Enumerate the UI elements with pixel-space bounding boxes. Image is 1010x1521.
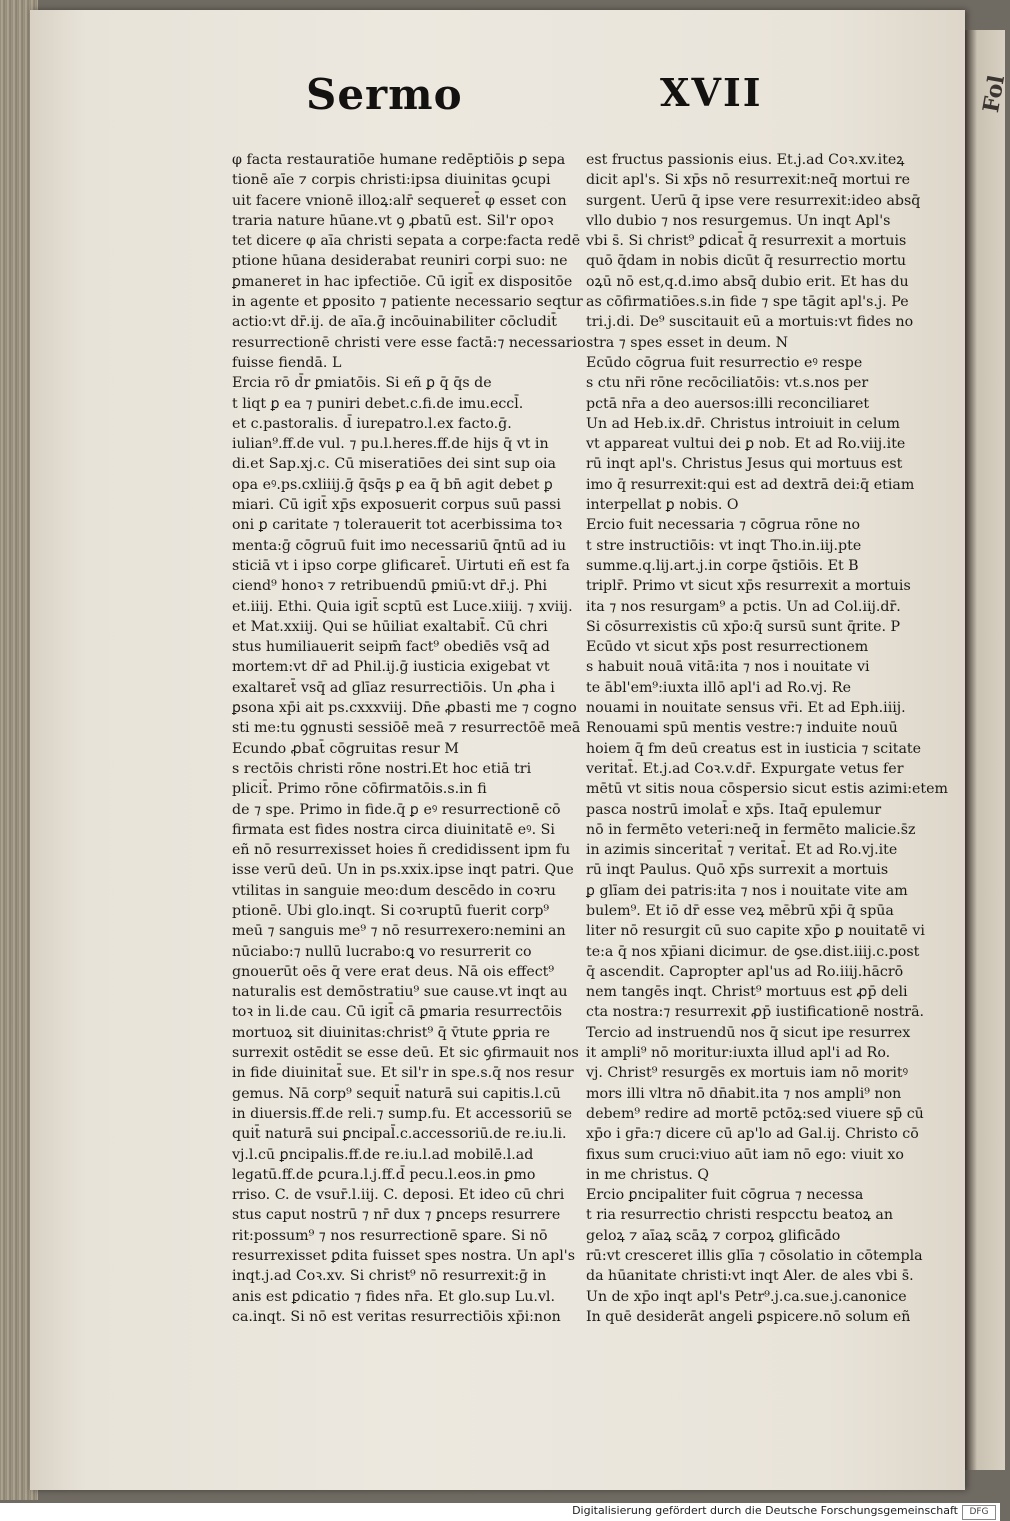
text-line: ptione hūana desiderabat reuniri corpi suo: ne	[232, 253, 568, 270]
text-line: ꝑmaneret in hac ipfectiōe. Cū igit̄ ex dispositōe	[232, 273, 573, 290]
text-line: Renouami spū mentis vestre:⁊ induite nouū	[586, 720, 898, 737]
text-line: iulian⁹.ff.de vul. ⁊ pu.l.heres.ff.de hijs q̄ vt in	[232, 436, 549, 453]
text-line: ptionē. Ubi glo.inqt. Si coꝛruptū fuerit corp⁹	[232, 902, 550, 919]
text-line: resurrexisset ꝑdita fuisset spes nostra. Un apl's	[232, 1248, 575, 1265]
text-line: in fide diuinitat̄ sue. Et sil'r in spe.s.q̄ nos resur	[232, 1065, 574, 1082]
text-line: Ecundo ꝓbat̄ cōgruitas resur M	[232, 740, 459, 757]
text-line: toꝛ in li.de cau. Cū igit̄ cā ꝑmaria resurrectōis	[232, 1004, 563, 1021]
text-line: exaltaret̄ vsq̄ ad glīaz resurrectiōis. Un ꝓha i	[232, 679, 555, 696]
text-line: In quē desiderāt angeli ꝑspicere.nō solum eñ	[586, 1308, 911, 1325]
left-text-column	[232, 150, 586, 1327]
text-line: surrexit ostēdit se esse deū. Et sic ꝯfirmauit nos	[232, 1045, 579, 1062]
text-line: mors illi vltra nō dn̄abit.ita ⁊ nos ampli⁹ non	[586, 1085, 902, 1102]
text-line: t ria resurrectio christi respcctu beatoꝝ an	[586, 1207, 893, 1224]
text-line: vbi s̄. Si christ⁹ ꝑdicat̄ q̄ resurrexit a mortuis	[586, 233, 907, 250]
text-line: oni ꝑ caritate ⁊ tolerauerit tot acerbissima toꝛ	[232, 517, 562, 534]
text-line: da hūanitate christi:vt inqt Aler. de ales vbi s̄.	[586, 1268, 914, 1285]
text-line: sti me:tu ꝯgnusti sessiōē meā ⁊ resurrectōē meā	[232, 720, 581, 737]
text-line: tet dicere φ aīa christi sepata a corpe:facta redē	[232, 233, 581, 250]
text-line: eñ nō resurrexisset hoies ñ credidissent ipm fu	[232, 842, 571, 859]
text-line: s ctu nr̄i rōne recōciliatōis: vt.s.nos per	[586, 375, 869, 392]
text-line: ca.inqt. Si nō est veritas resurrectiōis xp̄i:non	[232, 1308, 561, 1325]
text-line: gemus. Nā corp⁹ sequit̄ naturā sui capitis.l.cū	[232, 1085, 561, 1102]
text-line: quit̄ naturā sui ꝑncipal̄.c.accessoriū.de re.iu.li.	[232, 1126, 567, 1143]
text-line: naturalis est demōstratiu⁹ sue cause.vt inqt au	[232, 984, 568, 1001]
text-line: est fructus passionis eius. Et.j.ad Coꝛ.xv.iteꝝ	[586, 152, 905, 168]
text-line: miari. Cū igit̄ xp̄s exposuerit corpus suū passi	[232, 497, 561, 514]
text-line: rit:possum⁹ ⁊ nos resurrectionē sꝑare. Si nō	[232, 1227, 548, 1244]
text-line: stra ⁊ spes esset in deum. N	[586, 334, 789, 351]
text-line: te:a q̄ nos xp̄iani dicimur. de ꝯse.dist.iiij.c.post	[586, 943, 920, 960]
text-line: sticiā vt i ipso corpe glificaret̄. Uirtuti eñ est fa	[232, 557, 570, 574]
text-line: Ercia rō d̄r ꝑmiatōis. Si eñ ꝑ q̄ q̄s de	[232, 375, 492, 392]
text-line: ita ⁊ nos resurgam⁹ a pctis. Un ad Col.iij.dr̄.	[586, 598, 901, 615]
text-line: gnouerūt oēs q̄ vere erat deus. Nā ois effect⁹	[232, 963, 555, 980]
text-line: triplr̄. Primo vt sicut xp̄s resurrexit a mortuis	[586, 578, 911, 595]
text-line: inqt.j.ad Coꝛ.xv. Si christ⁹ nō resurrexit:ḡ in	[232, 1268, 547, 1285]
text-line: veritat̄. Et.j.ad Coꝛ.v.dr̄. Expurgate vetus fer	[586, 760, 904, 777]
text-line: stus humiliauerit seipm̄ fact⁹ obediēs vsq̄ ad	[232, 639, 550, 656]
text-line: de ⁊ spe. Primo in fide.q̄ ꝑ eꝰ resurrectionē cō	[232, 801, 561, 818]
text-line: nūciabo:⁊ nullū lucrabo:ꝗ vo resurrerit co	[232, 943, 532, 960]
text-line: ciend⁹ honoꝛ ⁊ retribuendū ꝑmiū:vt dr̄.j. Phi	[232, 578, 548, 595]
text-line: nouami in nouitate sensus vr̄i. Et ad Eph.iiij.	[586, 700, 906, 717]
text-line: rū:vt cresceret illis glīa ⁊ cōsolatio in cōtempla	[586, 1248, 923, 1265]
dfg-logo-icon: DFG	[962, 1505, 996, 1520]
text-line: geloꝝ ⁊ aīaꝝ scāꝝ ⁊ corpoꝝ glificādo	[586, 1227, 841, 1244]
text-line: hoiem q̄ fm deū creatus est in iusticia ⁊ scitate	[586, 740, 922, 757]
text-line: Un de xp̄o inqt apl's Petr⁹.j.ca.sue.j.canonice	[586, 1288, 907, 1305]
text-line: in azimis sinceritat̄ ⁊ veritat̄. Et ad Ro.vj.ite	[586, 842, 898, 859]
text-line: legatū.ff.de ꝑcura.l.j.ff.d̄ pecu.l.eos.in ꝑmo	[232, 1166, 536, 1183]
text-line: tri.j.di. De⁹ suscitauit eū a mortuis:vt fides no	[586, 314, 914, 331]
text-line: as cōfirmatiōes.s.in fide ⁊ spe tāgit apl's.j. Pe	[586, 294, 909, 311]
text-line: traria nature hūane.vt ꝯ ꝓbatū est. Sil'r opoꝛ	[232, 212, 554, 229]
text-line: imo q̄ resurrexit:qui est ad dextrā dei:q̄ etiam	[586, 476, 915, 493]
text-line: anis est ꝑdicatio ⁊ fides nr̄a. Et glo.sup Lu.vl.	[232, 1288, 555, 1305]
next-page-fragment: Fol	[978, 73, 1010, 115]
text-line: Ercio fuit necessaria ⁊ cōgrua rōne no	[586, 517, 861, 534]
text-line: liter nō resurgit cū suo capite xp̄o ꝑ nouitatē vi	[586, 923, 925, 940]
text-line: et c.pastoralis. d̄ iurepatro.l.ex facto.ḡ.	[232, 415, 512, 432]
text-line: uit facere vnionē illoꝝ:alr̄ sequeret̄ φ esset con	[232, 192, 567, 209]
text-line: quō q̄dam in nobis dicūt q̄ resurrectio mortu	[586, 253, 907, 270]
text-line: dicit apl's. Si xp̄s nō resurrexit:neq̄ mortui re	[586, 172, 910, 189]
text-line: mortem:vt dr̄ ad Phil.ij.ḡ iusticia exigebat vt	[232, 659, 550, 676]
text-line: t liqt ꝑ ea ⁊ puniri debet.c.fi.de imu.eccl̄.	[232, 395, 524, 412]
text-line: pasca nostrū imolat̄ e xp̄s. Itaq̄ epulemur	[586, 801, 882, 818]
text-line: te ābl'em⁹:iuxta illō apl'i ad Ro.vj. Re	[586, 679, 851, 696]
text-line: Ercio ꝑncipaliter fuit cōgrua ⁊ necessa	[586, 1187, 864, 1204]
text-line: in me christus. Q	[586, 1166, 709, 1183]
text-line: et Mat.xxiij. Qui se hūiliat exaltabit̄. Cū chri	[232, 618, 548, 635]
text-line: xp̄o i gr̄a:⁊ dicere cū ap'lo ad Gal.ij. Christo cō	[586, 1126, 919, 1143]
text-line: s habuit nouā vitā:ita ⁊ nos i nouitate vi	[586, 659, 870, 676]
text-line: mortuoꝝ sit diuinitas:christ⁹ q̄ v̄tute ꝑpria re	[232, 1024, 550, 1041]
text-line: oꝝū nō est,q.d.imo absq̄ dubio erit. Et has du	[586, 273, 909, 290]
text-line: rū inqt apl's. Christus Jesus qui mortuus est	[586, 456, 903, 473]
text-line: vt appareat vultui dei ꝑ nob. Et ad Ro.viij.ite	[586, 436, 906, 453]
text-line: firmata est fides nostra circa diuinitatē eꝰ. Si	[232, 821, 555, 838]
text-line: tionē aīe ⁊ corpis christi:ipsa diuinitas ꝯcupi	[232, 172, 551, 189]
text-line: ꝑ glīam dei patris:ita ⁊ nos i nouitate vite am	[586, 882, 908, 899]
text-line: it ampli⁹ nō moritur:iuxta illud apl'i ad Ro.	[586, 1045, 891, 1062]
text-line: in agente et ꝑposito ⁊ patiente necessario seqtur	[232, 294, 583, 311]
text-line: ꝑsona xp̄i ait ps.cxxxviij. Dn̄e ꝓbasti me ⁊ cogno	[232, 700, 577, 717]
text-line: s rectōis christi rōne nostri.Et hoc etiā tri	[232, 760, 532, 777]
text-line: surgent. Uerū q̄ ipse vere resurrexit:ideo absq̄	[586, 192, 921, 209]
text-line: interpellat ꝑ nobis. O	[586, 497, 739, 514]
text-line: bulem⁹. Et iō dr̄ esse veꝝ mēbrū xp̄i q̄ spūa	[586, 902, 894, 919]
text-line: mētū vt sitis noua cōspersio sicut estis azimi:etem	[586, 781, 948, 798]
text-line: rriso. C. de vsur̄.l.iij. C. deposi. Et ideo cū chri	[232, 1187, 565, 1204]
text-line: resurrectionē christi vere esse factā:⁊ necessario	[232, 334, 586, 351]
text-line: Tercio ad instruendū nos q̄ sicut ipe resurrex	[586, 1024, 911, 1041]
text-line: opa eꝰ.ps.cxliiij.ḡ q̄sq̄s ꝑ ea q̄ bn̄ agit debet ꝑ	[232, 476, 553, 493]
text-line: φ facta restauratiōe humane redēptiōis ꝑ sepa	[232, 152, 566, 168]
text-line: cta nostra:⁊ resurrexit ꝓp̄ iustificationē nostrā.	[586, 1004, 925, 1021]
text-line: fixus sum cruci:viuo aūt iam nō ego: viuit xo	[586, 1146, 904, 1163]
text-line: debem⁹ redire ad mortē pctōꝝ:sed viuere sp̄ cū	[586, 1105, 924, 1122]
next-page-edge	[965, 30, 1005, 1470]
right-text-column	[586, 150, 948, 1327]
text-line: Si cōsurrexistis cū xp̄o:q̄ sursū sunt q̄rite. P	[586, 618, 901, 635]
text-line: t stre instructiōis: vt inqt Tho.in.iij.pte	[586, 537, 862, 554]
text-line: vtilitas in sanguie meo:dum descēdo in coꝛru	[232, 882, 556, 899]
text-line: summe.q.lij.art.j.in corpe q̄stiōis. Et B	[586, 557, 859, 574]
running-head-sermo: Sermo	[306, 70, 463, 119]
text-line: actio:vt dr̄.ij. de aīa.ḡ incōuinabiliter cōcludit̄	[232, 314, 558, 331]
text-line: vj. Christ⁹ resurgēs ex mortuis iam nō moritꝰ	[586, 1065, 909, 1082]
text-line: in diuersis.ff.de reli.⁊ sump.fu. Et accessoriū se	[232, 1105, 573, 1122]
text-line: Ecūdo vt sicut xp̄s post resurrectionem	[586, 639, 869, 656]
text-line: q̄ ascendit. Capropter apl'us ad Ro.iiij.hācrō	[586, 963, 904, 980]
text-line: meū ⁊ sanguis me⁹ ⁊ nō resurrexero:nemini an	[232, 923, 566, 940]
text-line: menta:ḡ cōgruū fuit imo necessariū q̄ntū ad iu	[232, 537, 566, 554]
text-line: fuisse fiendā. L	[232, 354, 342, 371]
text-line: nem tangēs inqt. Christ⁹ mortuus est ꝓp̄ deli	[586, 984, 908, 1001]
text-line: nō in fermēto veteri:neq̄ in fermēto malicie.s̄z	[586, 821, 916, 838]
text-line: Ecūdo cōgrua fuit resurrectio eꝰ respe	[586, 354, 863, 371]
text-line: stus caput nostrū ⁊ nr̄ dux ⁊ ꝑnceps resurrere	[232, 1207, 561, 1224]
text-line: vj.l.cū ꝑncipalis.ff.de re.iu.l.ad mobilē.l.ad	[232, 1146, 534, 1163]
text-line: pctā nr̄a a deo auersos:illi reconciliaret	[586, 395, 870, 412]
running-head-number: XVII	[660, 70, 763, 115]
funding-credit: Digitalisierung gefördert durch die Deutsche Forschungsgemeinschaft	[572, 1504, 958, 1517]
text-line: et.iiij. Ethi. Quia igit̄ scptū est Luce.xiiij. ⁊ xviij.	[232, 598, 573, 615]
text-line: di.et Sap.xj.c. Cū miseratiōes dei sint sup oia	[232, 456, 556, 473]
text-line: rū inqt Paulus. Quō xp̄s surrexit a mortuis	[586, 862, 889, 879]
text-line: Un ad Heb.ix.dr̄. Christus introiuit in celum	[586, 415, 900, 432]
text-line: isse verū deū. Un in ps.xxix.ipse inqt patri. Que	[232, 862, 574, 879]
text-line: plicit̄. Primo rōne cōfirmatōis.s.in fi	[232, 781, 487, 798]
text-line: vllo dubio ⁊ nos resurgemus. Un inqt Apl's	[586, 212, 891, 229]
